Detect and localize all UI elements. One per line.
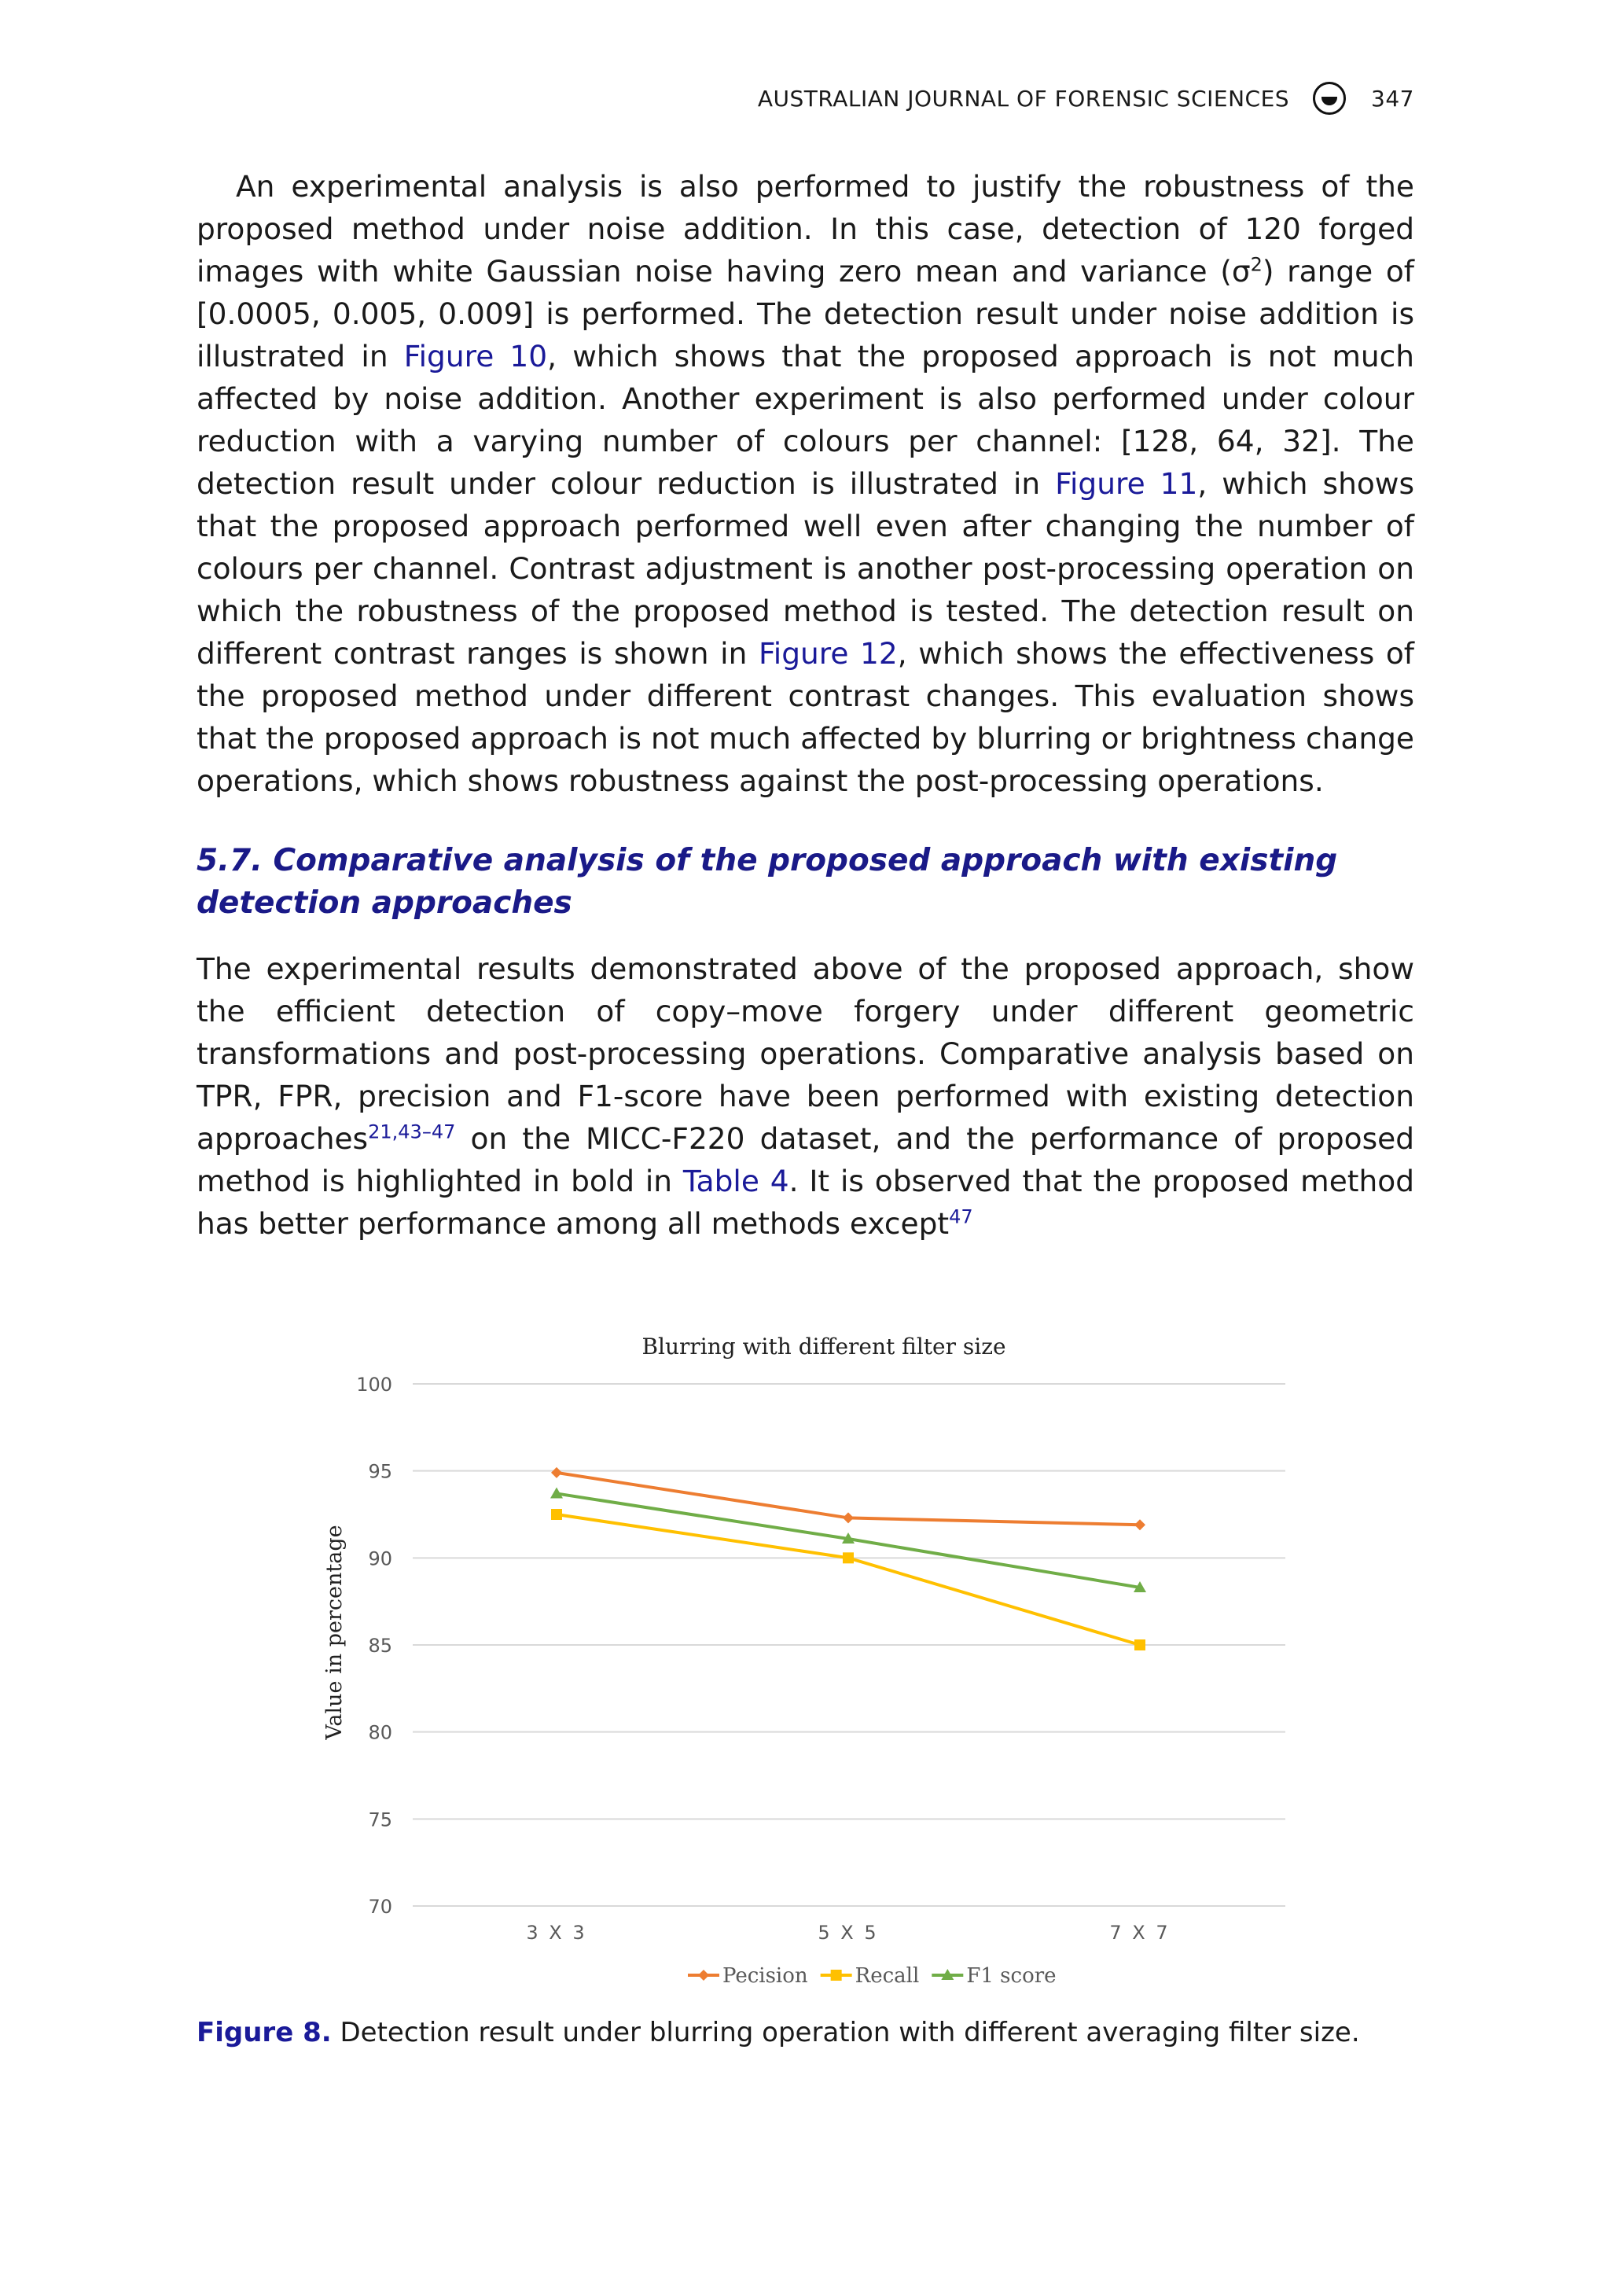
y-tick-label: 70: [368, 1896, 392, 1918]
text: ) range of [0.0005, 0.005, 0.009] is performed. The detection result under noise addition is illustrated in: [197, 254, 1414, 373]
data-point: [1134, 1519, 1145, 1530]
legend-label: Recall: [855, 1964, 920, 1988]
data-point: [551, 1467, 562, 1478]
paragraph-robustness: [197, 165, 1414, 802]
text: , which shows that the proposed approach performed well even after changing the number of colours per channel. Contrast adjustment is another post-processing operation on which the robustness of the proposed method is tested. The detection result on different contrast ranges is shown in: [197, 466, 1414, 671]
running-header: [758, 82, 1414, 115]
chart-title: Blurring with different filter size: [641, 1334, 1006, 1360]
y-tick-label: 75: [368, 1808, 392, 1831]
superscript: 2: [1250, 253, 1263, 276]
figure-11-link[interactable]: Figure 11: [1055, 466, 1198, 501]
y-tick-label: 90: [368, 1547, 392, 1570]
data-point: [1134, 1639, 1145, 1650]
citation-link[interactable]: 21,43–47: [368, 1120, 456, 1143]
x-tick-label: 3 X 3: [526, 1922, 587, 1944]
y-tick-label: 95: [368, 1460, 392, 1483]
legend-marker: [831, 1970, 842, 1981]
table-4-link[interactable]: Table 4: [682, 1164, 789, 1198]
y-tick-label: 85: [368, 1635, 392, 1657]
y-tick-label: 80: [368, 1721, 392, 1744]
line-chart: [314, 1321, 1305, 2013]
data-point: [843, 1552, 854, 1563]
citation-link[interactable]: 47: [949, 1205, 973, 1228]
figure-12-link[interactable]: Figure 12: [758, 636, 898, 671]
x-tick-label: 5 X 5: [818, 1922, 879, 1944]
x-tick-label: 7 X 7: [1109, 1922, 1171, 1944]
y-axis-label: Value in percentage: [322, 1525, 347, 1740]
text: The experimental results demonstrated above of the proposed approach, show the efficient detection of copy–move forgery under different geometric transformations and post-processing operations. Comparative analysis based on TPR, FPR, precision and F1-score have been performed with existing detection approaches: [197, 951, 1414, 1156]
text: , which shows that the proposed approach is not much affected by noise addition. Another experiment is also performed under colour reduction with a varying number of colours per channel: [128, 64, 32]. The detection result under colour reduction is illustrated in: [197, 339, 1415, 501]
text: , which shows the effectiveness of the proposed method under different contrast changes. This evaluation shows that the proposed approach is not much affected by blurring or brightness change operations, which shows robustness against the post-processing operations.: [197, 636, 1414, 798]
data-point: [551, 1509, 562, 1520]
legend-marker: [698, 1970, 709, 1981]
y-tick-label: 100: [356, 1374, 392, 1396]
caption-text: Detection result under blurring operation with different averaging filter size.: [331, 2017, 1360, 2048]
legend-label: Pecision: [722, 1964, 808, 1988]
journal-title: AUSTRALIAN JOURNAL OF FORENSIC SCIENCES: [757, 85, 1290, 112]
publisher-logo-icon: [1313, 82, 1346, 115]
text: on the MICC-F220 dataset, and the performance of proposed method is highlighted in bold in: [197, 1121, 1414, 1198]
data-point: [843, 1512, 854, 1523]
legend-label: F1 score: [966, 1964, 1057, 1988]
text: An experimental analysis is also performed to justify the robustness of the proposed method under noise addition. In this case, detection of 120 forged images with white Gaussian noise having zero mean and variance (σ: [197, 169, 1414, 289]
caption-label: Figure 8.: [197, 2017, 332, 2048]
text: . It is observed that the proposed method has better performance among all methods except: [197, 1164, 1414, 1241]
figure-caption: [197, 2017, 1360, 2048]
section-heading: 5.7. Comparative analysis of the proposed approach with existing detection approaches: [197, 843, 1338, 921]
page-number: 347: [1371, 85, 1414, 112]
paragraph-comparative: [197, 947, 1414, 1245]
figure-10-link[interactable]: Figure 10: [403, 339, 548, 373]
